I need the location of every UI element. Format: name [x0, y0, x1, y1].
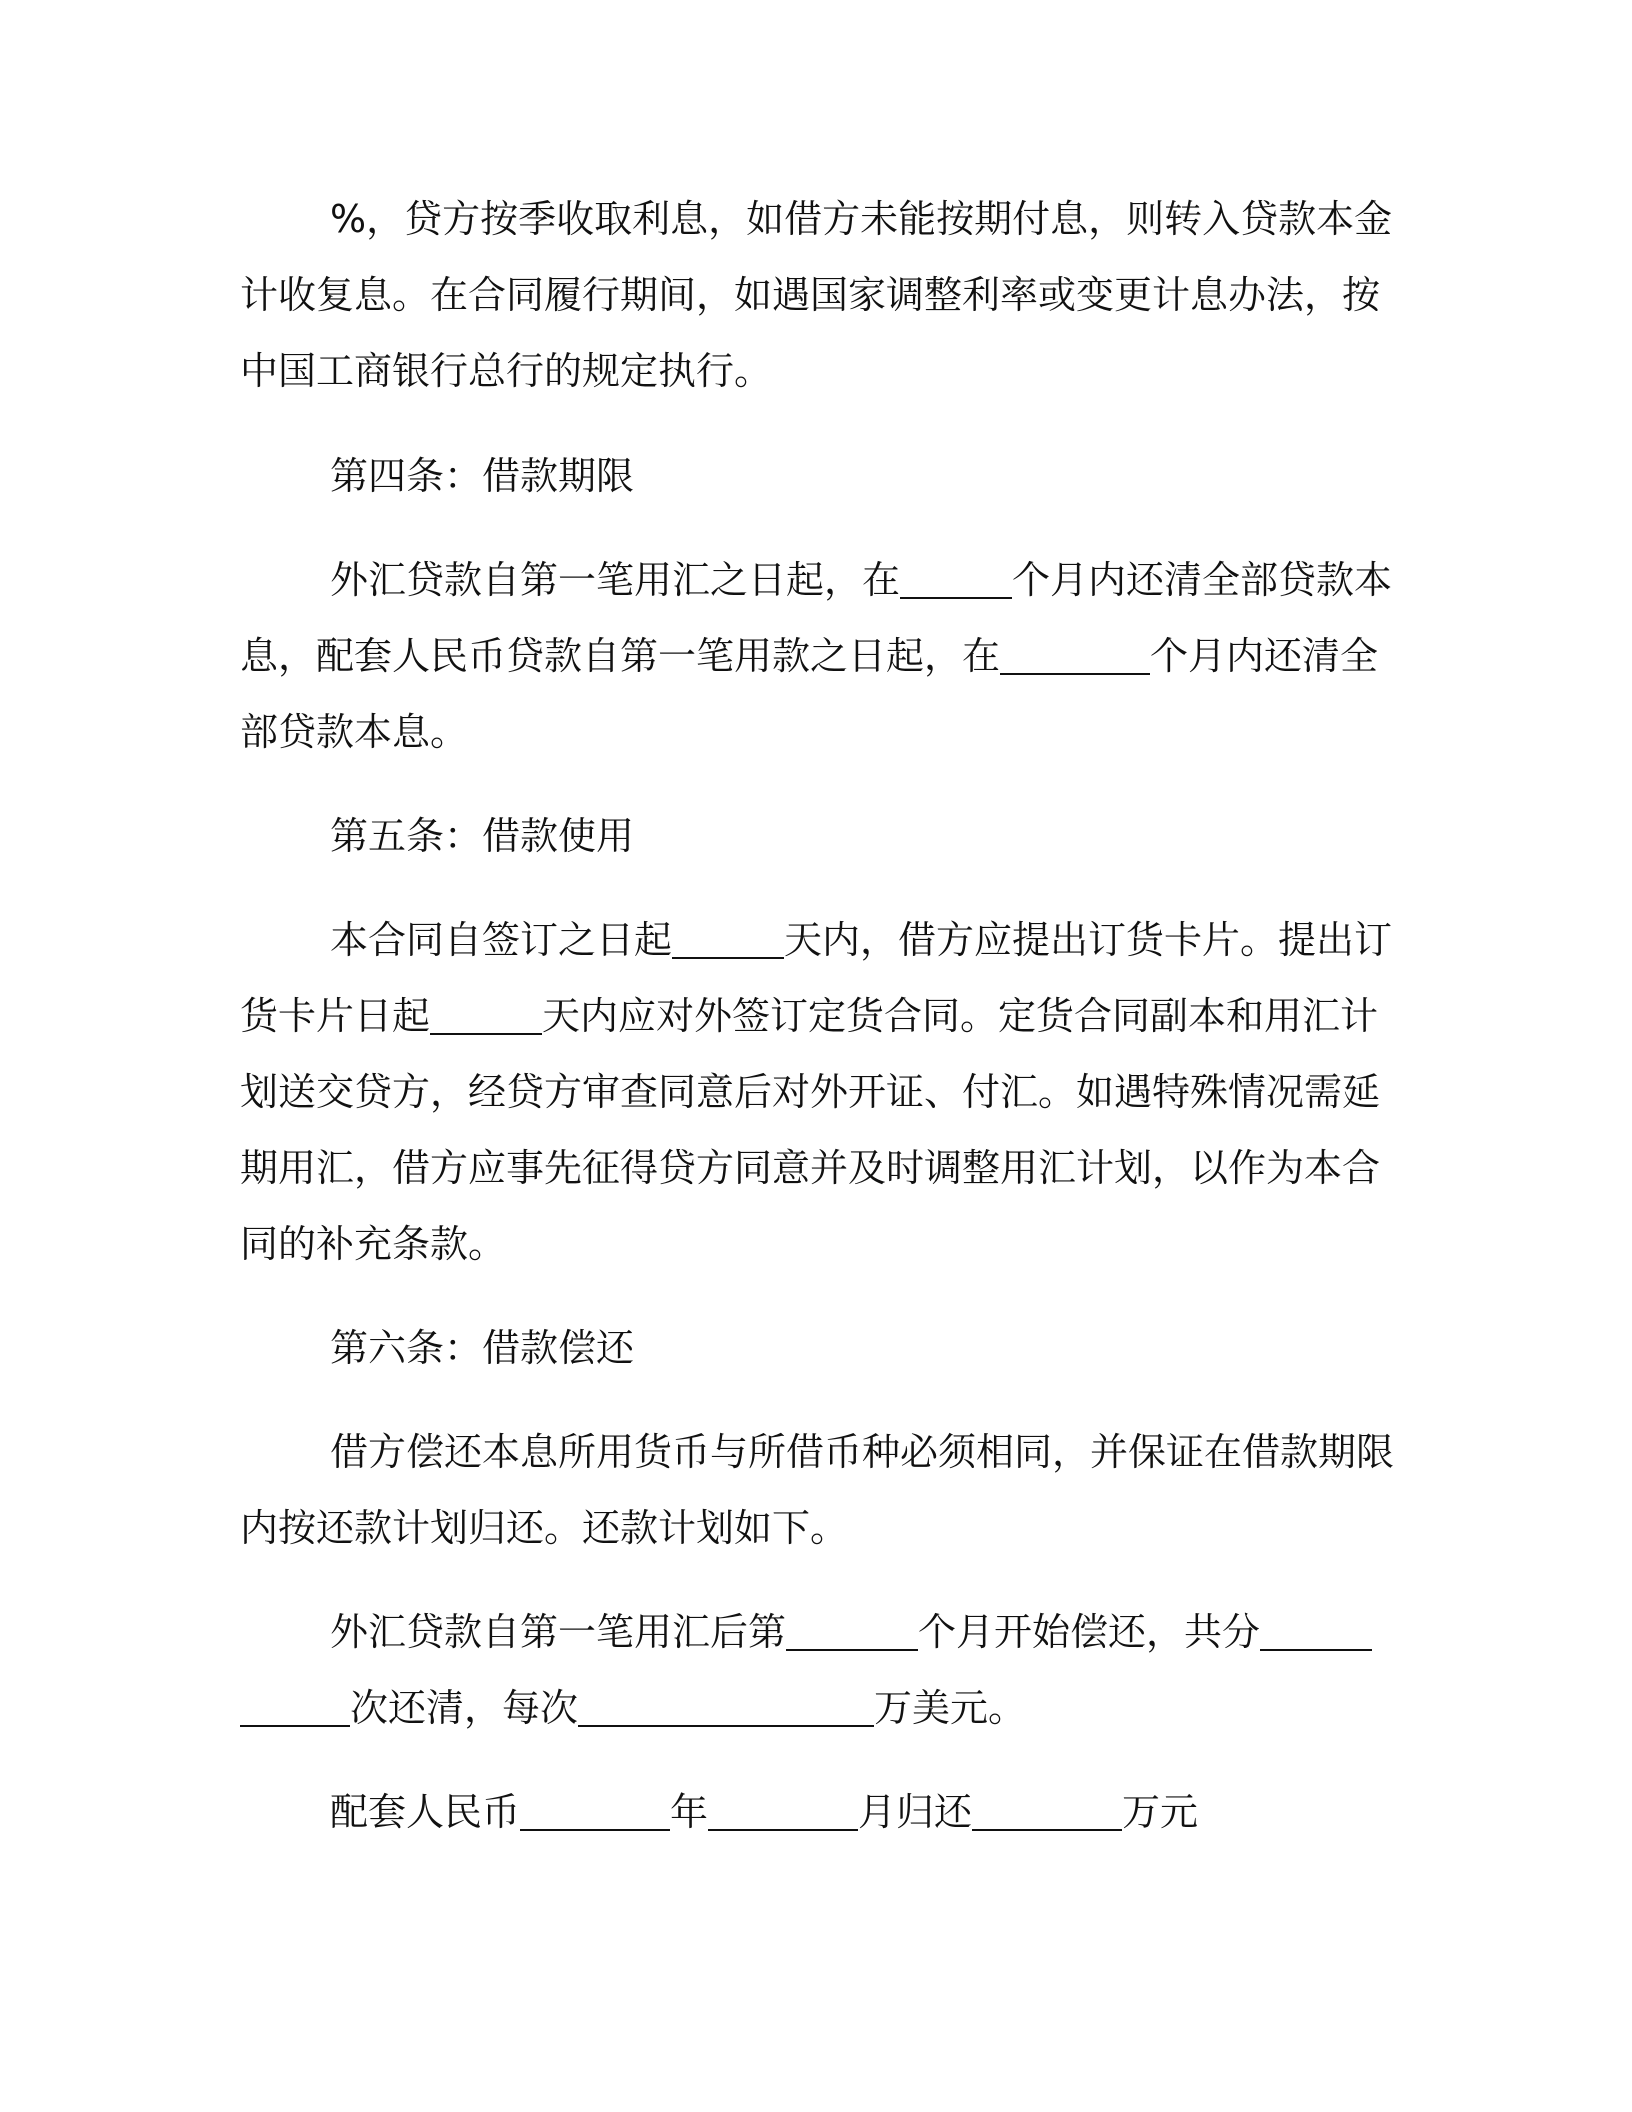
- text-run: 外汇贷款自第一笔用汇之日起，在: [330, 558, 901, 602]
- fill-in-blank[interactable]: [520, 1789, 670, 1831]
- paragraph-line: [240, 992, 1378, 1040]
- text-run: 天内应对外签订定货合同。定货合同副本和用汇计: [542, 994, 1379, 1038]
- text-run: 计收复息。在合同履行期间，如遇国家调整利率或变更计息办法，按: [240, 273, 1381, 317]
- paragraph-line: [330, 556, 1392, 604]
- article-heading-6: [330, 1324, 634, 1372]
- text-run: 个月内还清全: [1150, 634, 1379, 678]
- paragraph-line: [240, 1504, 848, 1552]
- fill-in-blank[interactable]: [786, 1609, 918, 1651]
- text-run: 部贷款本息。: [240, 710, 469, 754]
- fill-in-blank[interactable]: [1260, 1609, 1372, 1651]
- paragraph-line: [240, 1220, 506, 1268]
- text-run: 外汇贷款自第一笔用汇后第: [330, 1610, 787, 1654]
- heading-text: 第四条：借款期限: [330, 454, 635, 498]
- fill-in-blank[interactable]: [240, 1685, 350, 1727]
- paragraph-line: [330, 1608, 1372, 1656]
- text-run: 息，配套人民币贷款自第一笔用款之日起，在: [240, 634, 1001, 678]
- paragraph-line: [240, 1144, 1380, 1192]
- text-run: 期用汇，借方应事先征得贷方同意并及时调整用汇计划，以作为本合: [240, 1146, 1381, 1190]
- article-heading-5: [330, 812, 634, 860]
- text-run: %，贷方按季收取利息，如借方未能按期付息，则转入贷款本金: [330, 197, 1393, 241]
- paragraph-line: [330, 1428, 1394, 1476]
- text-run: 本合同自签订之日起: [330, 918, 673, 962]
- fill-in-blank[interactable]: [972, 1789, 1122, 1831]
- text-run: 中国工商银行总行的规定执行。: [240, 349, 773, 393]
- paragraph-line: [330, 195, 1392, 243]
- fill-in-blank[interactable]: [430, 993, 542, 1035]
- paragraph-line: [240, 347, 772, 395]
- paragraph-line: [240, 1068, 1380, 1116]
- text-run: 划送交贷方，经贷方审查同意后对外开证、付汇。如遇特殊情况需延: [240, 1070, 1381, 1114]
- text-run: 同的补充条款。: [240, 1222, 507, 1266]
- paragraph-line: [240, 708, 468, 756]
- fill-in-blank[interactable]: [672, 917, 784, 959]
- fill-in-blank[interactable]: [708, 1789, 858, 1831]
- article-heading-4: [330, 452, 634, 500]
- heading-text: 第五条：借款使用: [330, 814, 635, 858]
- fill-in-blank[interactable]: [578, 1685, 874, 1727]
- text-run: 个月开始偿还，共分: [918, 1610, 1261, 1654]
- text-run: 配套人民币: [330, 1790, 521, 1834]
- text-run: 内按还款计划归还。还款计划如下。: [240, 1506, 849, 1550]
- paragraph-line: [330, 1788, 1198, 1836]
- text-run: 年: [670, 1790, 709, 1834]
- text-run: 个月内还清全部贷款本: [1012, 558, 1393, 602]
- paragraph-line: [240, 632, 1378, 680]
- paragraph-line: [240, 1684, 1026, 1732]
- text-run: 借方偿还本息所用货币与所借币种必须相同，并保证在借款期限: [330, 1430, 1395, 1474]
- text-run: 万元: [1122, 1790, 1199, 1834]
- text-run: 月归还: [858, 1790, 973, 1834]
- text-run: 万美元。: [874, 1686, 1027, 1730]
- heading-text: 第六条：借款偿还: [330, 1326, 635, 1370]
- paragraph-line: [240, 271, 1380, 319]
- text-run: 货卡片日起: [240, 994, 431, 1038]
- fill-in-blank[interactable]: [1000, 633, 1150, 675]
- text-run: 天内，借方应提出订货卡片。提出订: [784, 918, 1393, 962]
- paragraph-line: [330, 916, 1392, 964]
- fill-in-blank[interactable]: [900, 557, 1012, 599]
- text-run: 次还清，每次: [350, 1686, 579, 1730]
